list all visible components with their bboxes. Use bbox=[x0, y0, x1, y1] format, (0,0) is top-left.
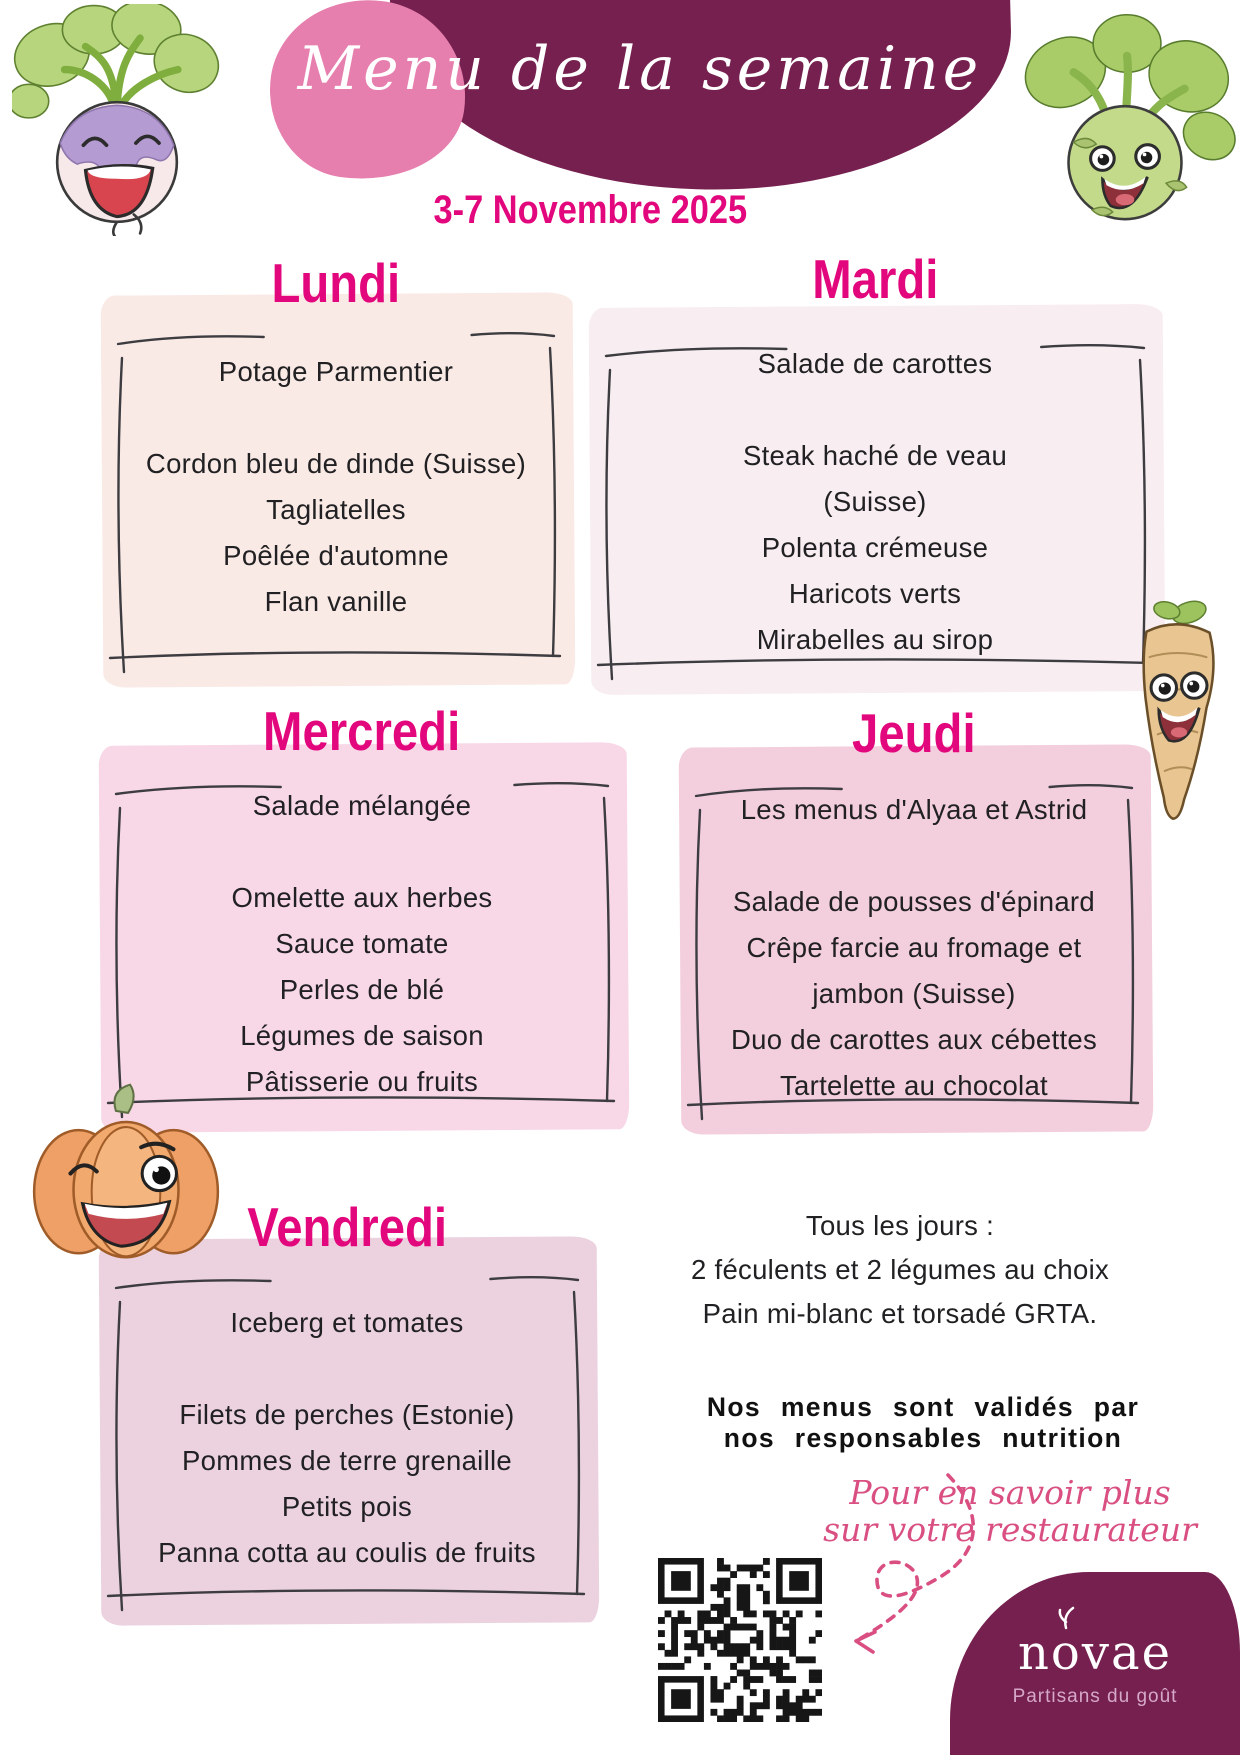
menu-line: Salade mélangée bbox=[252, 790, 472, 821]
menu-line: Duo de carottes aux cébettes bbox=[730, 1024, 1098, 1055]
logo-tagline: Partisans du goût bbox=[1012, 1686, 1178, 1707]
menu-line: Petits pois bbox=[281, 1491, 413, 1522]
day-title-jeudi: Jeudi bbox=[852, 702, 976, 764]
day-title-mercredi: Mercredi bbox=[263, 700, 461, 762]
menu-line bbox=[110, 395, 562, 441]
menu-line: Iceberg et tomates bbox=[230, 1307, 464, 1338]
menu-line: Polenta crémeuse bbox=[761, 532, 989, 563]
menu-line: Tagliatelles bbox=[266, 494, 406, 525]
page-title: Menu de la semaine bbox=[297, 34, 983, 104]
logo-leaf-icon bbox=[1053, 1606, 1079, 1630]
menu-line: Crêpe farcie au fromage et bbox=[746, 932, 1082, 963]
menu-card-lines bbox=[110, 349, 562, 625]
menu-line: Légumes de saison bbox=[240, 1020, 484, 1051]
nutrition-validation-note bbox=[663, 1392, 1183, 1454]
day-title-lundi: Lundi bbox=[271, 252, 401, 314]
day-title-mardi: Mardi bbox=[811, 248, 939, 310]
menu-line: Potage Parmentier bbox=[218, 356, 454, 387]
menu-line: Filets de perches (Estonie) bbox=[179, 1399, 515, 1430]
menu-line bbox=[108, 1346, 586, 1392]
day-title-vendredi: Vendredi bbox=[247, 1196, 447, 1258]
qr-caption-line: Pour en savoir plus bbox=[849, 1473, 1171, 1512]
menu-card-vendredi bbox=[108, 1262, 586, 1606]
menu-line: Salade de carottes bbox=[757, 348, 993, 379]
logo-wordmark: novae bbox=[1018, 1625, 1172, 1681]
daily-info-line: 2 féculents et 2 légumes au choix bbox=[690, 1254, 1110, 1285]
parsnip-illustration bbox=[1116, 596, 1238, 830]
menu-card-mercredi bbox=[108, 768, 616, 1113]
menu-line: Panna cotta au coulis de fruits bbox=[158, 1537, 536, 1568]
menu-line: (Suisse) bbox=[823, 486, 927, 517]
menu-line bbox=[108, 829, 616, 875]
menu-card-lundi bbox=[110, 318, 562, 668]
menu-card-lines bbox=[108, 783, 616, 1105]
daily-info-line: Pain mi-blanc et torsadé GRTA. bbox=[702, 1298, 1098, 1329]
menu-line bbox=[688, 833, 1140, 879]
validation-line: Nos menus sont validés par bbox=[706, 1392, 1140, 1422]
menu-line: Les menus d'Alyaa et Astrid bbox=[740, 794, 1088, 825]
daily-info bbox=[655, 1204, 1145, 1336]
menu-card-lines bbox=[598, 341, 1152, 663]
menu-line: Pommes de terre grenaille bbox=[181, 1445, 512, 1476]
menu-line: Haricots verts bbox=[788, 578, 962, 609]
menu-line: Pâtisserie ou fruits bbox=[245, 1066, 479, 1097]
pumpkin-illustration bbox=[20, 1080, 232, 1268]
week-date-range: 3-7 Novembre 2025 bbox=[433, 188, 747, 232]
validation-line: nos responsables nutrition bbox=[723, 1423, 1123, 1453]
menu-card-lines bbox=[108, 1300, 586, 1576]
menu-line: Mirabelles au sirop bbox=[756, 624, 994, 655]
menu-line: Steak haché de veau bbox=[742, 440, 1008, 471]
menu-card-lines bbox=[688, 787, 1140, 1109]
menu-line: Sauce tomate bbox=[275, 928, 449, 959]
menu-line bbox=[598, 387, 1152, 433]
menu-line: Salade de pousses d'épinard bbox=[733, 886, 1095, 917]
menu-line: Cordon bleu de dinde (Suisse) bbox=[145, 448, 527, 479]
menu-line: Poêlée d'automne bbox=[223, 540, 449, 571]
menu-line: Tartelette au chocolat bbox=[779, 1070, 1048, 1101]
turnip-illustration bbox=[12, 4, 222, 236]
menu-line: Flan vanille bbox=[264, 586, 408, 617]
menu-card-mardi bbox=[598, 330, 1152, 675]
qr-caption-line: sur votre restaurateur bbox=[823, 1510, 1197, 1549]
menu-line: Omelette aux herbes bbox=[231, 882, 493, 913]
menu-card-jeudi bbox=[688, 770, 1140, 1115]
menu-line: Perles de blé bbox=[279, 974, 445, 1005]
qr-code bbox=[658, 1558, 822, 1722]
menu-line: jambon (Suisse) bbox=[812, 978, 1016, 1009]
kohlrabi-illustration bbox=[1012, 8, 1238, 230]
daily-info-line: Tous les jours : bbox=[805, 1210, 995, 1241]
